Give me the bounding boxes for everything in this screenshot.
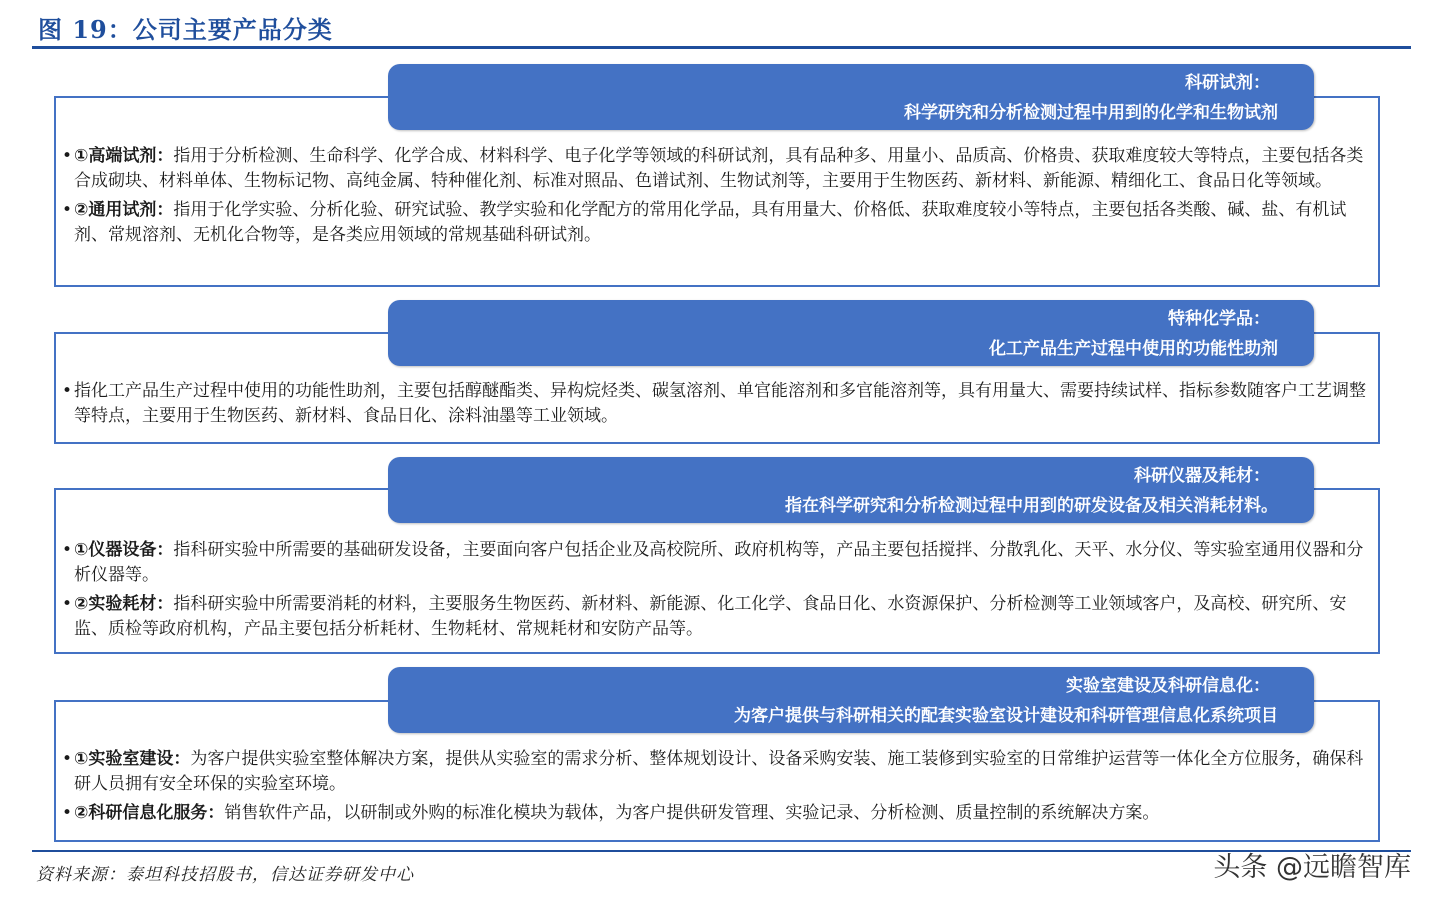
list-item [62,538,1372,588]
section-header-instruments [388,457,1314,523]
section-header-reagents [388,64,1314,130]
list-item [62,379,1372,429]
item-text: 为客户提供实验室整体解决方案，提供从实验室的需求分析、整体规划设计、设备采购安装、施工装修到实验室的日常维护运营等一体化全方位服务，确保科研人员拥有安全环保的实验室环境。 [74,749,1364,794]
item-text: 指化工产品生产过程中使用的功能性助剂，主要包括醇醚酯类、异构烷烃类、碳氢溶剂、单官能溶剂和多官能溶剂等，具有用量大、需要持续试样、指标参数随客户工艺调整等特点，主要用于生物医药、新材料、食品日化、涂料油墨等工业领域。 [74,381,1366,426]
section-header-desc: 为客户提供与科研相关的配套实验室设计建设和科研管理信息化系统项目 [734,706,1278,726]
list-item [62,198,1372,248]
item-text: 指科研实验中所需要消耗的材料，主要服务生物医药、新材料、新能源、化工化学、食品日化、水资源保护、分析检测等工业领域客户，及高校、研究所、安监、质检等政府机构，产品主要包括分析耗材、生物耗材、常规耗材和安防产品等。 [74,594,1347,639]
section-header-desc: 科学研究和分析检测过程中用到的化学和生物试剂 [904,103,1278,123]
item-text: 指科研实验中所需要的基础研发设备，主要面向客户包括企业及高校院所、政府机构等，产品主要包括搅拌、分散乳化、天平、水分仪、等实验室通用仪器和分析仪器等。 [74,540,1364,585]
item-head: ②通用试剂： [74,200,174,220]
source-note: 资料来源：泰坦科技招股书，信达证券研发中心 [36,865,414,885]
section-content-lab-construction [62,747,1372,830]
section-header-lab-construction [388,667,1314,733]
section-content-specialty-chemicals [62,379,1372,433]
bullet: • [62,540,73,560]
bullet: • [62,749,73,769]
item-head: ②实验耗材： [74,594,174,614]
bullet: • [62,381,73,401]
watermark: 头条 @远瞻智库 [1213,852,1411,883]
section-header-title: 特种化学品： [1168,309,1270,329]
section-header-title: 实验室建设及科研信息化： [1066,676,1270,696]
section-header-specialty-chemicals [388,300,1314,366]
section-header-desc: 指在科学研究和分析检测过程中用到的研发设备及相关消耗材料。 [785,496,1278,516]
item-text: 指用于分析检测、生命科学、化学合成、材料科学、电子化学等领域的科研试剂，具有品种多、用量小、品质高、价格贵、获取难度较大等特点，主要包括各类合成砌块、材料单体、生物标记物、高纯金属、特种催化剂、标准对照品、色谱试剂、生物试剂等，主要用于生物医药、新材料、新能源、精细化工、食品日化等领域。 [74,146,1364,191]
bullet: • [62,200,73,220]
item-head: ②科研信息化服务： [74,803,225,823]
list-item [62,592,1372,642]
item-head: ①高端试剂： [74,146,174,166]
section-header-title: 科研仪器及耗材： [1134,466,1270,486]
item-head: ①仪器设备： [74,540,174,560]
list-item [62,801,1372,826]
footer-divider [32,850,1411,852]
bullet: • [62,803,73,823]
bullet: • [62,146,73,166]
list-item [62,747,1372,797]
bullet: • [62,594,73,614]
item-text: 销售软件产品，以研制或外购的标准化模块为载体，为客户提供研发管理、实验记录、分析检测、质量控制的系统解决方案。 [224,803,1160,823]
section-header-desc: 化工产品生产过程中使用的功能性助剂 [989,339,1278,359]
title-divider [32,46,1411,49]
list-item [62,144,1372,194]
section-header-title: 科研试剂： [1185,73,1270,93]
item-text: 指用于化学实验、分析化验、研究试验、教学实验和化学配方的常用化学品，具有用量大、价格低、获取难度较小等特点，主要包括各类酸、碱、盐、有机试剂、常规溶剂、无机化合物等，是各类应用领域的常规基础科研试剂。 [74,200,1347,245]
section-content-instruments [62,538,1372,646]
figure-title: 图 19：公司主要产品分类 [38,15,333,44]
section-content-reagents [62,144,1372,252]
item-head: ①实验室建设： [74,749,191,769]
